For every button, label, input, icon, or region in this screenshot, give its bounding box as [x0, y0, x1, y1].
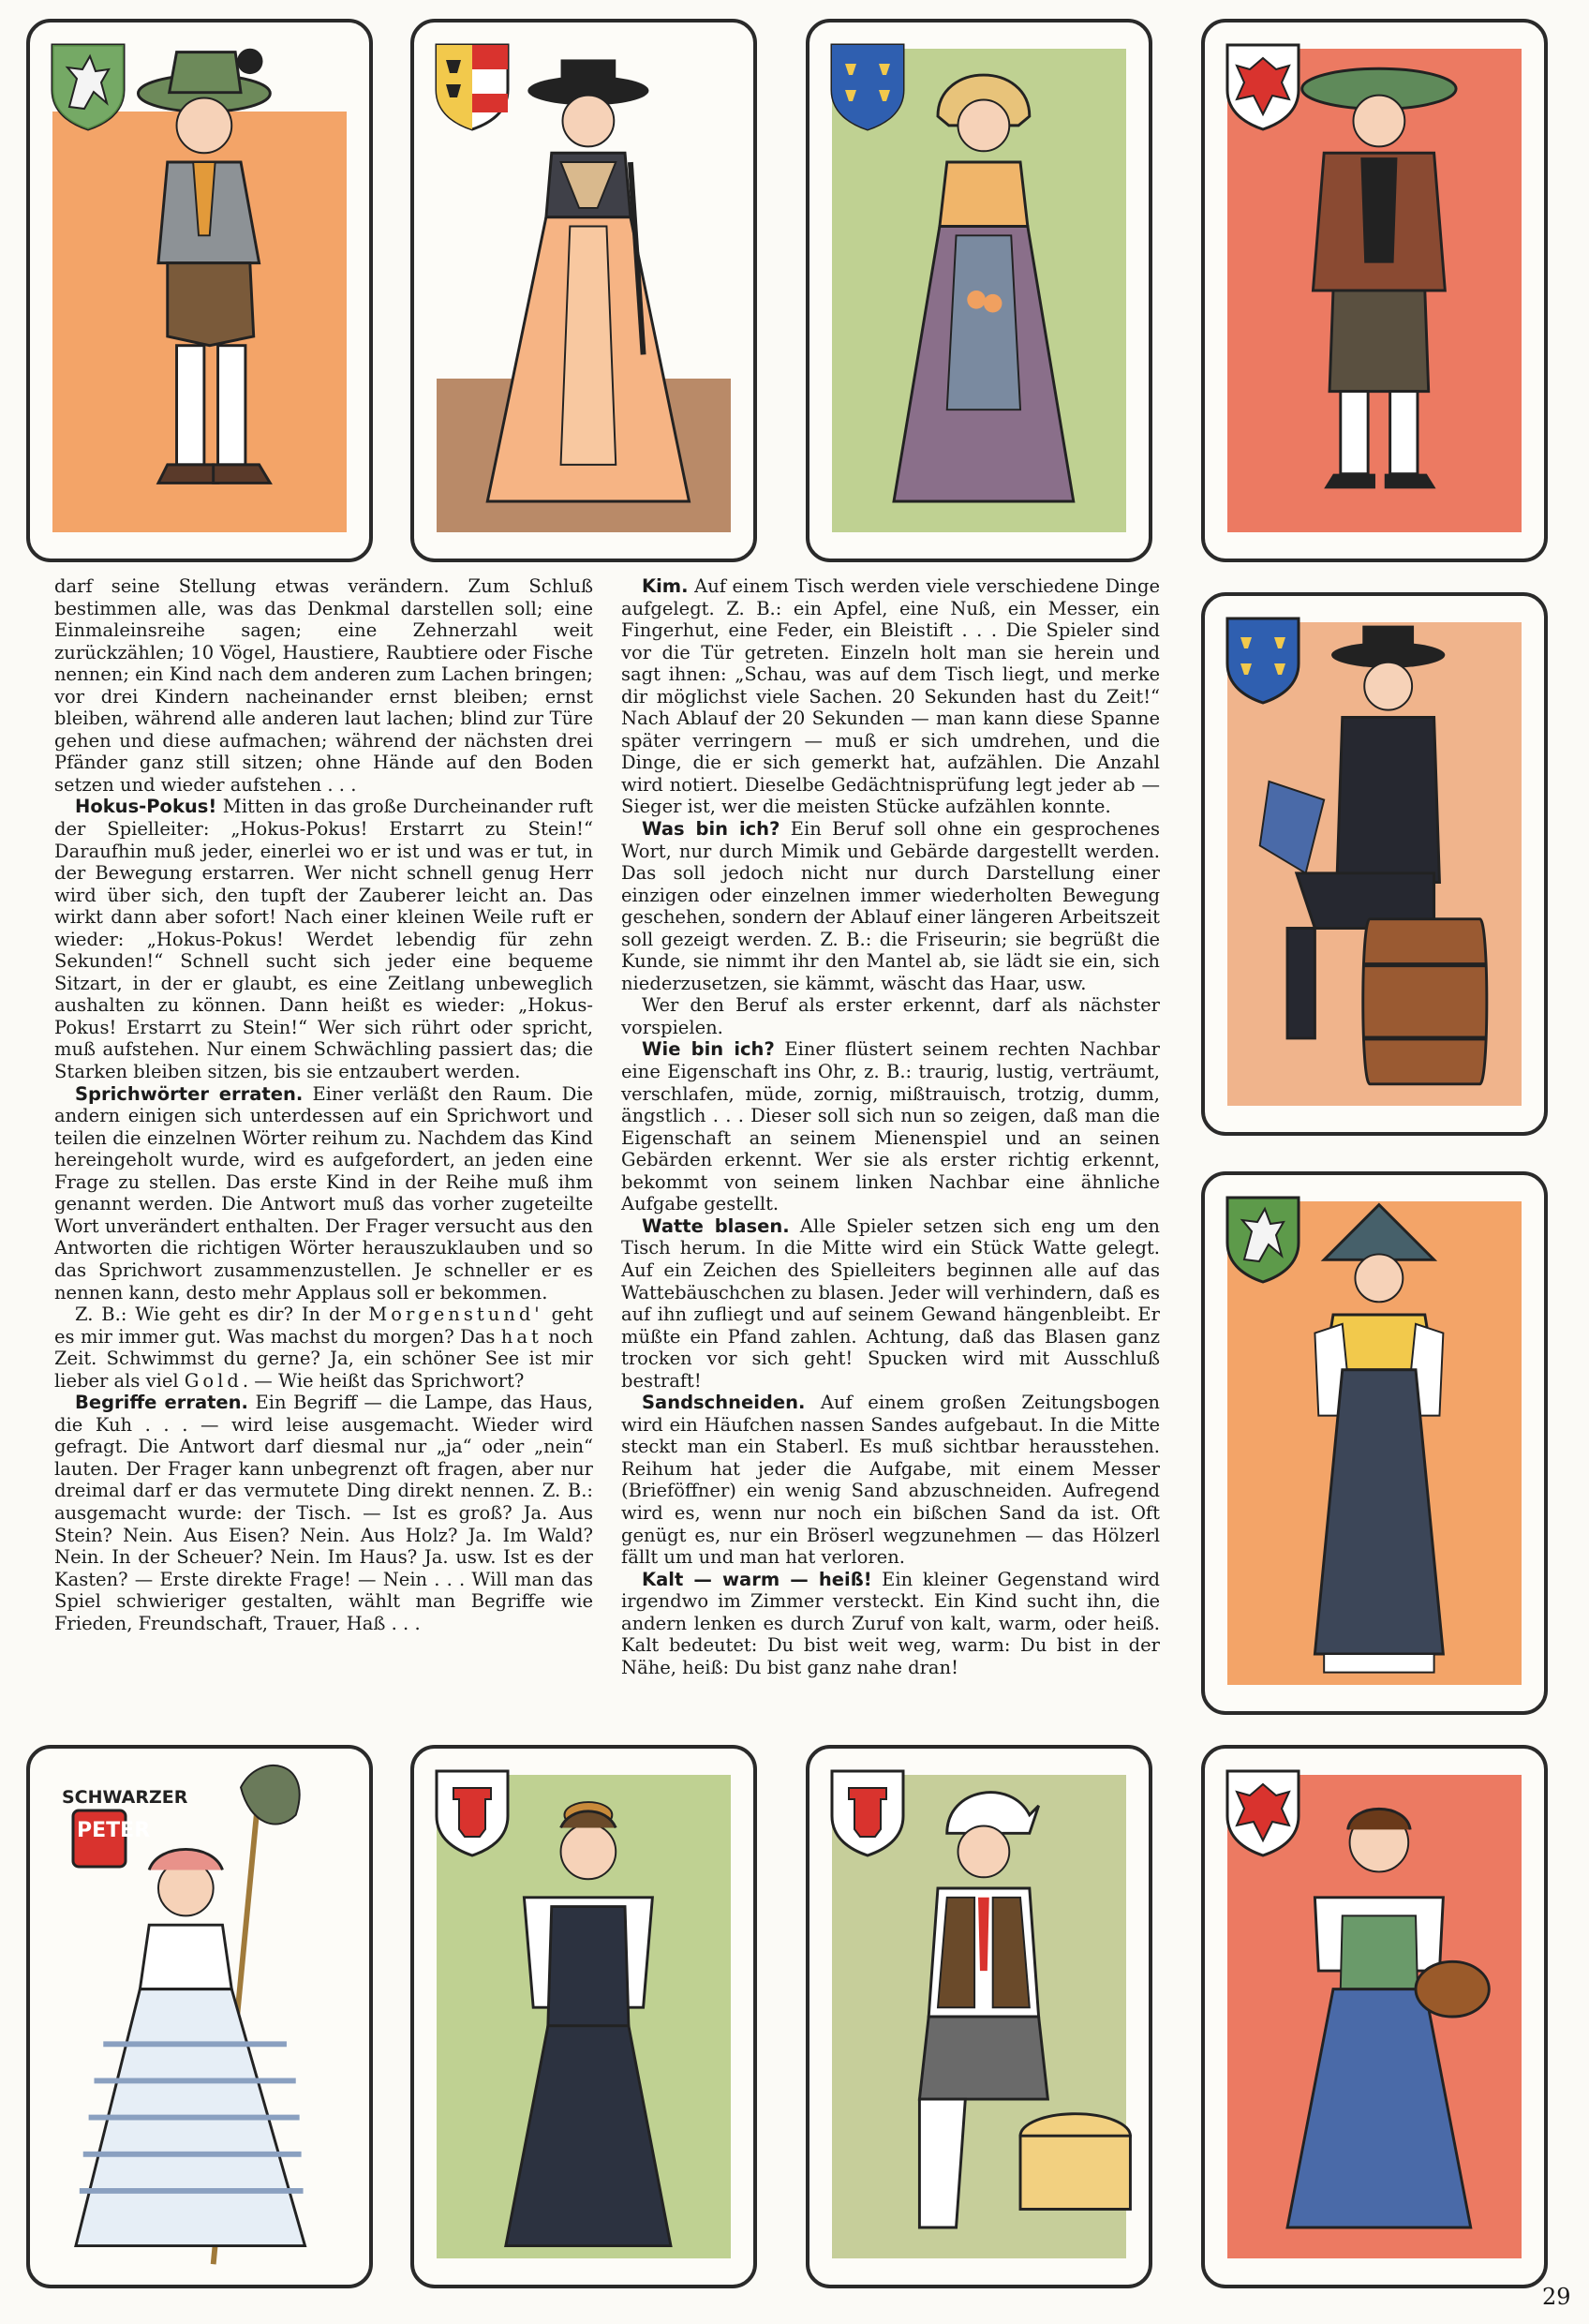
peter-logo-text: PETER: [77, 1819, 151, 1842]
card-vorarlberg-boy: [806, 1745, 1152, 2288]
oberoesterreich-crest-icon: [1224, 615, 1302, 705]
card-schwarzer-peter: [26, 1745, 373, 2288]
steiermark-crest-icon: [49, 41, 127, 131]
card-steiermark-girl-back: [1201, 1171, 1548, 1715]
schwarzer-peter-logo: [51, 1765, 188, 1878]
paragraph-sandschneiden: Sandschneiden. Auf einem großen Zeitungsbogen wird ein Häufchen nassen Sandes aufgebaut. In die Mitte steckt man ein Staberl. Es muß sichtbar herausstehen. Reihum hat jeder die Aufgabe, mit einem Messer (Brieföffner) ein wenig Sand abzuschneiden. Aufregend wird es, wenn nur noch ein bißchen Sand da ist. Oft genügt es, nur ein Bröserl wegzunehmen — das Hölzerl fällt um und man hat verloren.: [621, 1392, 1160, 1569]
paragraph-sprichwoerter: Sprichwörter erraten. Einer verläßt den Raum. Die andern einigen sich unterdessen auf ein Sprichwort und teilen die einzelnen Wörter reihum zu. Nachdem das Kind hereingeholt wurde, wird es aufgefordert, an jeden eine Frage zu stellen. Das erste Kind in der Reihe muß ihm genannt werden. Die Antwort muß das vorher zugeteilte Wort unverändert enthalten. Der Frager versucht aus den Antworten die richtigen Wörter herauszuklauben und so das Sprichwort zusammenzustellen. Je schneller er es nennen kann, desto mehr Applaus soll er bekommen.: [54, 1082, 593, 1304]
vorarlberg-crest-icon: [433, 1767, 512, 1857]
tirol-crest-icon: [1224, 1767, 1302, 1857]
card-steiermark-boy: [26, 19, 373, 562]
card-vorarlberg-girl: [410, 1745, 757, 2288]
oberoesterreich-crest-icon: [828, 41, 907, 131]
schwarzer-logo-text: SCHWARZER: [62, 1787, 188, 1808]
text-column-left: [54, 575, 593, 1634]
page-number: 29: [1542, 2284, 1571, 2310]
kaernten-crest-icon: [433, 41, 512, 131]
card-kaernten-girl: [410, 19, 757, 562]
card-oberoesterreich-girl: [806, 19, 1152, 562]
paragraph-hokus-pokus: Hokus-Pokus! Mitten in das große Durcheinander ruft der Spielleiter: „Hokus-Pokus! Erstarrt zu Stein!“ Daraufhin muß jeder, einerlei wo er ist und was er tut, in der Bewegung erstarren. Wer nicht schnell genug Herr wird über sich, den tupft der Zauberer leicht an. Das wirkt dann aber sofort! Nach einer kleinen Weile ruft er wieder: „Hokus-Pokus! Werdet lebendig für zehn Sekunden!“ Schnell sucht sich jeder eine bequeme Sitzart, in der er glaubt, es eine Zeitlang unbeweglich aushalten zu können. Dann heißt es wieder: „Hokus-Pokus! Erstarrt zu Stein!“ Wer sich rührt oder spricht, muß aufstehen. Nur einem Schwächling passiert das; die Starken bleiben sitzen, bis sie entzaubert werden.: [54, 796, 593, 1083]
tirol-crest-icon: [1224, 41, 1302, 131]
paragraph-watte-blasen: Watte blasen. Alle Spieler setzen sich eng um den Tisch herum. In die Mitte wird ein Stück Watte gelegt. Auf ein Zeichen des Spielleiters beginnen alle auf das Wattebäuschchen zu blasen. Jeder will verhindern, daß es auf ihn zufliegt und auf seinem Gewand hängenbleibt. Er müßte ein Pfand zahlen. Achtung, daß das Blasen ganz trocken vor sich geht! Spucken wird mit Ausschluß bestraft!: [621, 1214, 1160, 1392]
card-oberoesterreich-boy-barrel: [1201, 592, 1548, 1136]
card-tirol-man: [1201, 19, 1548, 562]
paragraph-begriffe: Begriffe erraten. Ein Begriff — die Lampe, das Haus, die Kuh . . . — wird leise ausgemacht. Wieder wird gefragt. Die Antwort darf diesmal nur „ja“ oder „nein“ lauten. Der Frager kann unbegrenzt oft fragen, aber nur dreimal darf er das vermutete Ding direkt nennen. Z. B.: ausgemacht wurde: der Tisch. — Ist es groß? Ja. Aus Stein? Nein. Aus Eisen? Nein. Aus Holz? Ja. Im Wald? Nein. In der Scheuer? Nein. Im Haus? Ja. usw. Ist es der Kasten? — Erste direkte Frage! — Nein . . . Will man das Spiel schwieriger gestalten, wählt man Begriffe wie Frieden, Freundschaft, Trauer, Haß . . .: [54, 1392, 593, 1634]
text-column-right: [621, 575, 1160, 1678]
card-tirol-girl: [1201, 1745, 1548, 2288]
paragraph-sprichwort-example: Z. B.: Wie geht es dir? In der Morgenstund' geht es mir immer gut. Was machst du morgen? Das hat noch Zeit. Schwimmst du gerne? Ja, ein schöner See ist mir lieber als viel Gold. — Wie heißt das Sprichwort?: [54, 1304, 594, 1392]
paragraph-denkmal: darf seine Stellung etwas verändern. Zum Schluß bestimmen alle, was das Denkmal darstellen soll; eine Einmaleinsreihe sagen; eine Zehnerzahl weit zurückzählen; 10 Vögel, Haustiere, Raubtiere oder Fische nennen; ein Kind nach dem anderen zum Lachen bringen; vor drei Kindern nacheinander ernst bleiben; ernst bleiben, während alle anderen laut lachen; blind zur Türe gehen und diese aufmachen; während der nächsten drei Pfänder ganz still sitzen; ohne Hände auf den Boden setzen und wieder aufstehen . . .: [54, 575, 593, 796]
paragraph-wie-bin-ich: Wie bin ich? Einer flüstert seinem rechten Nachbar eine Eigenschaft ins Ohr, z. B.: traurig, lustig, verträumt, verschlafen, müde, zornig, mißtrauisch, trotzig, dumm, ängstlich . . . Dieser soll sich nun so zeigen, daß man die Eigenschaft an seinem Mienenspiel und an seinen Gebärden erkennt. Wer sie als erster richtig erkennt, bekommt von seinem linken Nachbar eine ähnliche Aufgabe gestellt.: [621, 1038, 1160, 1215]
steiermark-crest-icon: [1224, 1194, 1302, 1284]
paragraph-beruf-note: Wer den Beruf als erster erkennt, darf als nächster vorspielen.: [621, 994, 1160, 1038]
vorarlberg-crest-icon: [828, 1767, 907, 1857]
paragraph-was-bin-ich: Was bin ich? Ein Beruf soll ohne ein gesprochenes Wort, nur durch Mimik und Gebärde dargestellt werden. Das soll jedoch nicht nur durch Darstellung einer einzigen oder einzelnen immer wiederholten Bewegung geschehen, sondern der Ablauf einer längeren Arbeitszeit soll gezeigt werden. Z. B.: die Friseurin; sie begrüßt die Kunde, sie nimmt ihr den Mantel ab, sie lädt sie ein, sich niederzusetzen, sie kämmt, wäscht das Haar, usw.: [621, 818, 1161, 994]
paragraph-kim: Kim. Auf einem Tisch werden viele verschiedene Dinge aufgelegt. Z. B.: ein Apfel, eine Nuß, ein Messer, ein Fingerhut, eine Feder, ein Bleistift . . . Die Spieler sind vor die Tür getreten. Einzeln holt man sie herein und sagt ihnen: „Schau, was auf dem Tisch liegt, und merke dir möglichst viele Sachen. 20 Sekunden hast du Zeit!“ Nach Ablauf der 20 Sekunden — man kann diese Spanne später verringern — muß er sich umdrehen, und die Dinge, die er sich gemerkt hat, aufzählen. Die Anzahl wird notiert. Dieselbe Gedächtnisprüfung legt jeder ab — Sieger ist, wer die meisten Stücke aufzählen konnte.: [621, 575, 1160, 818]
paragraph-kalt-warm-heiss: Kalt — warm — heiß! Ein kleiner Gegenstand wird irgendwo im Zimmer versteckt. Ein Kind sucht ihn, die andern lenken es durch Zuruf von kalt, warm, oder heiß. Kalt bedeutet: Du bist weit weg, warm: Du bist in der Nähe, heiß: Du bist ganz nahe dran!: [621, 1568, 1161, 1678]
